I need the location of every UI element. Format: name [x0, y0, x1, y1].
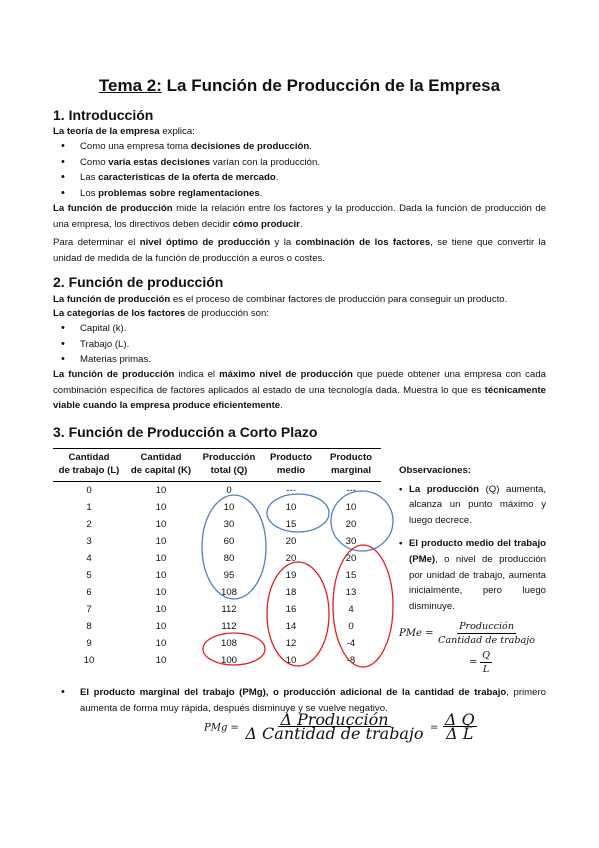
section-2-heading: 2. Función de producción	[53, 274, 224, 290]
table-cell: 5	[86, 570, 92, 581]
formula-pme-qlabor: = $\frac{Q}{L}$	[469, 650, 490, 676]
s1-paragraph-1: La función de producción mide la relación entre los factores y la producción. Dada la función de producción de una empresa, los directivos deben decidir cómo producir.	[53, 203, 546, 230]
col-header-total: Producción total (Q)	[197, 449, 261, 482]
s2-bullet-list	[53, 321, 151, 368]
table-cell: 14	[285, 621, 297, 632]
col-header-avg: Producto medio	[261, 449, 321, 482]
table-cell: 20	[345, 519, 357, 530]
production-table	[53, 448, 381, 669]
table-cell: 10	[155, 536, 167, 547]
s1-bullet-list	[53, 139, 320, 201]
table-row	[53, 482, 381, 500]
table-cell: 18	[285, 587, 297, 598]
table-cell: 19	[285, 570, 297, 581]
table-cell: 6	[86, 587, 92, 598]
table-cell: 10	[155, 485, 167, 496]
table-body	[53, 482, 381, 670]
table-row	[53, 584, 381, 601]
formula-pme: PMe = $\frac{\text{Producción}}{\text{Cantidad de trabajo}}$	[399, 621, 535, 647]
table-cell: 13	[345, 587, 357, 598]
table-cell: 16	[285, 604, 297, 615]
table-cell: 30	[345, 536, 357, 547]
table-header-row	[53, 449, 381, 482]
table-cell: 112	[221, 604, 237, 615]
table-cell: ---	[346, 485, 356, 496]
table-cell: 108	[220, 638, 237, 649]
observation-1: • La producción (Q) aumenta, alcanza un punto máximo y luego decrece.	[399, 482, 546, 529]
formula-pmg: PMg = $\frac{\text{Δ Producción}}{\text{Δ Cantidad de trabajo}}$ = $\frac{\text{Δ Q}}{\text{Δ L}}$	[204, 710, 475, 743]
table-cell: 30	[223, 519, 235, 530]
title-rest: La Función de Producción de la Empresa	[161, 76, 501, 95]
table-cell: 10	[285, 655, 297, 666]
observations	[399, 463, 546, 676]
table-cell: 0	[86, 485, 92, 496]
table-cell: 10	[155, 570, 167, 581]
table-cell: 10	[155, 604, 167, 615]
s2-paragraph-2: La categorías de los factores de producción son:	[53, 308, 269, 319]
col-header-marginal: Producto marginal	[321, 449, 381, 482]
table-row	[53, 601, 381, 618]
table-cell: -4	[346, 638, 356, 649]
col-header-labor: Cantidad de trabajo (L)	[53, 449, 125, 482]
table-cell: 20	[345, 553, 357, 564]
page-title	[0, 76, 599, 96]
table-cell: 108	[220, 587, 237, 598]
table-cell: 15	[345, 570, 357, 581]
table-cell: 95	[223, 570, 235, 581]
table-cell: 10	[223, 502, 235, 513]
s1-intro	[53, 124, 546, 140]
list-item: • Como una empresa toma decisiones de producción.	[53, 139, 320, 155]
table-cell: 0	[348, 621, 354, 632]
table-cell: 10	[155, 519, 167, 530]
s2-paragraph-1: La función de producción es el proceso de combinar factores de producción para conseguir un producto.	[53, 294, 508, 305]
table-row	[53, 516, 381, 533]
table-row	[53, 567, 381, 584]
table-cell: 12	[285, 638, 297, 649]
s1-intro-text: explica:	[159, 126, 195, 137]
table-row	[53, 635, 381, 652]
table-cell: 10	[155, 553, 167, 564]
table-cell: 10	[155, 502, 167, 513]
table-cell: 20	[285, 553, 297, 564]
list-item: • Trabajo (L).	[53, 337, 151, 353]
table-cell: 3	[86, 536, 92, 547]
table-cell: 2	[86, 519, 92, 530]
s2-paragraph-3: La función de producción indica el máximo nivel de producción que puede obtener una empresa con cada combinación específica de factores aplicados al estado de una tecnología dada. Muestra lo que es técnicamente viable cuando la empresa produce eficientemente.	[53, 369, 546, 412]
list-item: • Los problemas sobre reglamentaciones.	[53, 186, 320, 202]
list-item: • Capital (k).	[53, 321, 151, 337]
table-cell: 60	[223, 536, 235, 547]
table-cell: 7	[86, 604, 92, 615]
table-cell: 10	[155, 587, 167, 598]
table-row	[53, 499, 381, 516]
table-cell: 8	[86, 621, 92, 632]
table-cell: 100	[220, 655, 237, 666]
observations-title: Observaciones:	[399, 465, 471, 476]
table-cell: 0	[226, 485, 232, 496]
table-cell: 10	[155, 638, 167, 649]
table-cell: 10	[285, 502, 297, 513]
list-item: • Las características de la oferta de mercado.	[53, 170, 320, 186]
table-cell: 10	[155, 655, 167, 666]
section-3-heading: 3. Función de Producción a Corto Plazo	[53, 424, 318, 440]
title-prefix: Tema 2:	[98, 76, 162, 95]
observation-2: • El producto medio del trabajo (PMe), o nivel de producción por unidad de trabajo, aumenta inicialmente, pero luego disminuye.	[399, 536, 546, 614]
table-row	[53, 533, 381, 550]
s1-paragraph-2: Para determinar el nivel óptimo de producción y la combinación de los factores, se tiene que convertir la unidad de medida de la función de producción a euros o costes.	[53, 237, 546, 264]
table-cell: 1	[86, 502, 92, 513]
list-item: • El producto marginal del trabajo (PMg), o producción adicional de la cantidad de trabajo, primero aumenta de forma muy rápida, después disminuye y se vuelve negativo.	[53, 685, 546, 716]
table-cell: -8	[346, 655, 356, 666]
table-cell: 10	[345, 502, 357, 513]
table-cell: 9	[86, 638, 92, 649]
table-cell: 10	[83, 655, 95, 666]
table-cell: 112	[221, 621, 237, 632]
section-1-heading: 1. Introducción	[53, 107, 154, 123]
list-item: • Como varía estas decisiones varían con la producción.	[53, 155, 320, 171]
s1-intro-bold: La teoría de la empresa	[53, 126, 160, 137]
table-cell: 15	[285, 519, 297, 530]
col-header-capital: Cantidad de capital (K)	[125, 449, 197, 482]
table-cell: 4	[86, 553, 92, 564]
table-cell: 10	[155, 621, 167, 632]
table-row	[53, 618, 381, 635]
table-cell: ---	[286, 485, 296, 496]
list-item: • Materias primas.	[53, 352, 151, 368]
table-row	[53, 652, 381, 669]
table-cell: 80	[223, 553, 235, 564]
table-cell: 20	[285, 536, 297, 547]
table-row	[53, 550, 381, 567]
table-cell: 4	[348, 604, 354, 615]
